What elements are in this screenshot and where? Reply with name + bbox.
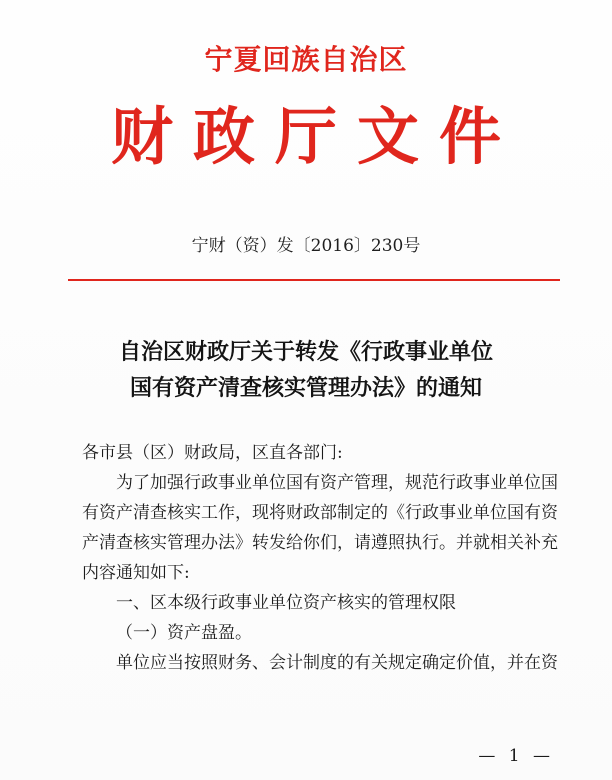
- section-heading: 一、区本级行政事业单位资产核实的管理权限: [116, 593, 456, 613]
- subsection-heading: （一）资产盘盈。: [116, 623, 252, 643]
- page-number: — 1 —: [478, 746, 554, 766]
- title-line-2: 国有资产清查核实管理办法》的通知: [129, 375, 482, 401]
- paragraph-line-4: 内容通知如下:: [82, 563, 190, 583]
- paragraph-line-1: 为了加强行政事业单位国有资产管理，规范行政事业单位国: [116, 473, 558, 493]
- salutation: 各市县（区）财政局，区直各部门:: [82, 443, 343, 463]
- document-title: [0, 334, 612, 406]
- document-body: [82, 438, 567, 678]
- issuer-department-heading: 财政厅文件: [110, 100, 521, 173]
- last-paragraph-line: 单位应当按照财务、会计制度的有关规定确定价值，并在资: [116, 653, 558, 673]
- paragraph-line-2: 有资产清查核实工作，现将财政部制定的《行政事业单位国有资: [82, 503, 558, 523]
- issuer-region-name: 宁夏回族自治区: [204, 43, 408, 76]
- red-header-rule: [68, 279, 560, 281]
- title-line-1: 自治区财政厅关于转发《行政事业单位: [118, 339, 493, 365]
- paragraph-line-3: 产清查核实管理办法》转发给你们，请遵照执行。并就相关补充: [82, 533, 558, 553]
- document-number: 宁财（资）发〔2016〕230号: [191, 236, 421, 256]
